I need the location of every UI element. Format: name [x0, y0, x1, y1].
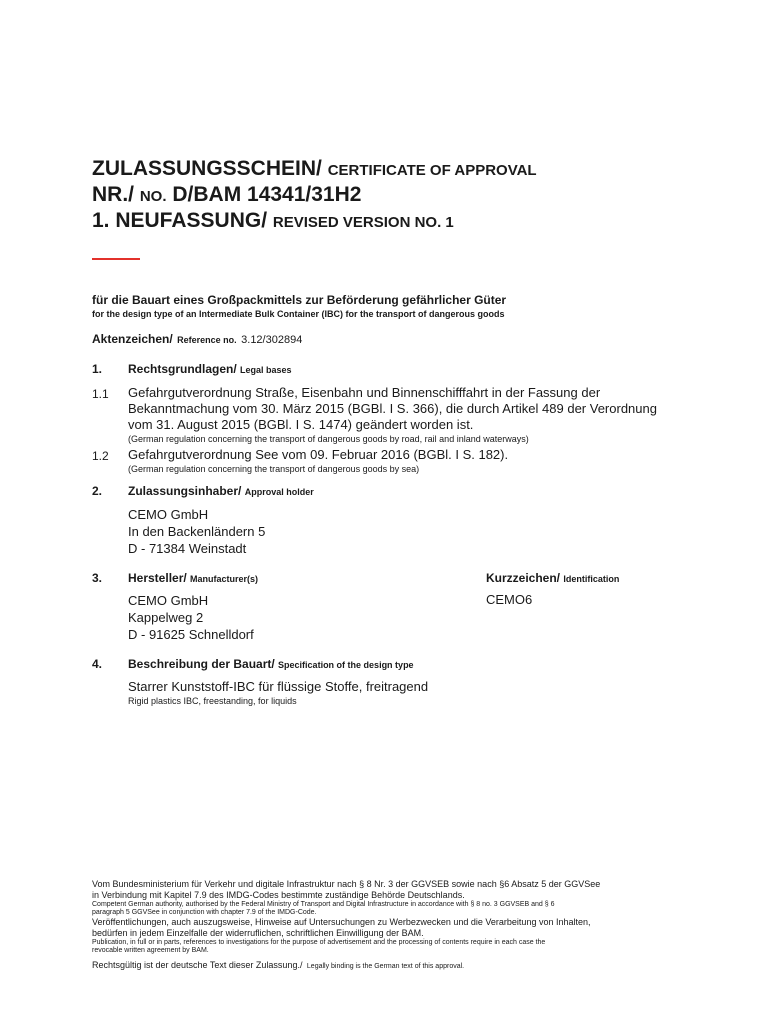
item-1-1-number: 1.1	[92, 387, 109, 401]
item-1-2-text: Gefahrgutverordnung See vom 09. Februar 2016 (BGBl. I S. 182). (German regulation concerning the transport of dangerous goods by sea)	[128, 447, 509, 474]
accent-rule	[92, 258, 140, 260]
section-4-title: Beschreibung der Bauart/ Specification of the design type	[128, 657, 414, 671]
section-2-number: 2.	[92, 484, 103, 498]
identification-value: CEMO6	[486, 592, 533, 607]
approval-holder-address: CEMO GmbH In den Backenländern 5 D - 71384 Weinstadt	[128, 507, 266, 556]
design-type-description-de: Starrer Kunststoff-IBC für flüssige Stoffe, freitragend	[128, 679, 429, 694]
design-type-description-en: Rigid plastics IBC, freestanding, for liquids	[128, 696, 297, 706]
section-3-number: 3.	[92, 571, 103, 585]
intro-de: für die Bauart eines Großpackmittels zur Beförderung gefährlicher Güter	[92, 293, 507, 307]
item-1-1-text: Gefahrgutverordnung Straße, Eisenbahn und Binnenschifffahrt in der Fassung der Bekanntmachung vom 30. März 2015 (BGBl. I S. 366), die durch Artikel 489 der Verordnung vom 31. August 2015 (BGBl. I S. 1474) geändert worden ist. (German regulation concerning the transport of dangerous goods by road, rail and inland waterways)	[128, 385, 657, 444]
section-1-number: 1.	[92, 362, 103, 376]
reference: Aktenzeichen/ Reference no. 3.12/302894	[92, 332, 303, 346]
intro-en: for the design type of an Intermediate Bulk Container (IBC) for the transport of dangerous goods	[92, 309, 505, 319]
section-4-number: 4.	[92, 657, 103, 671]
title-line-3: 1. NEUFASSUNG/ REVISED VERSION NO. 1	[92, 209, 454, 232]
item-1-2-number: 1.2	[92, 449, 109, 463]
footer-legal-notice: Vom Bundesministerium für Verkehr und digitale Infrastruktur nach § 8 Nr. 3 der GGVSEB sowie nach §6 Absatz 5 der GGVSee in Verbindung mit Kapitel 7.9 des IMDG-Codes bestimmte zuständige Behörde Deutschlands. Competent German authority, authorised by the Federal Ministry of Transport and Digital Infrastructure in accordance with § 8 no. 3 GGVSEB and § 6 paragraph 5 GGVSee in conjunction with chapter 7.9 of the IMDG-Code. Veröffentlichungen, auch auszugsweise, Hinweise auf Untersuchungen zu Werbezwecken und die Verarbeitung von Inhalten, bedürfen in jedem Einzelfalle der widerruflichen, schriftlichen Einwilligung der BAM. Publication, in full or in parts, references to investigations for the purpose of advertisement and the processing of contents require in each case the revocable written agreement by BAM. Rechtsgültig ist der deutsche Text dieser Zulassung./ Legally binding is the German text of this approval.	[92, 879, 601, 970]
manufacturer-address: CEMO GmbH Kappelweg 2 D - 91625 Schnelldorf	[128, 593, 254, 642]
identification-title: Kurzzeichen/ Identification	[486, 571, 620, 585]
title-line-1: ZULASSUNGSSCHEIN/ CERTIFICATE OF APPROVAL	[92, 157, 537, 180]
title-line-2: NR./ NO. D/BAM 14341/31H2	[92, 183, 362, 206]
section-2-title: Zulassungsinhaber/ Approval holder	[128, 484, 314, 498]
section-3-title: Hersteller/ Manufacturer(s)	[128, 571, 259, 585]
section-1-title: Rechtsgrundlagen/ Legal bases	[128, 362, 292, 376]
